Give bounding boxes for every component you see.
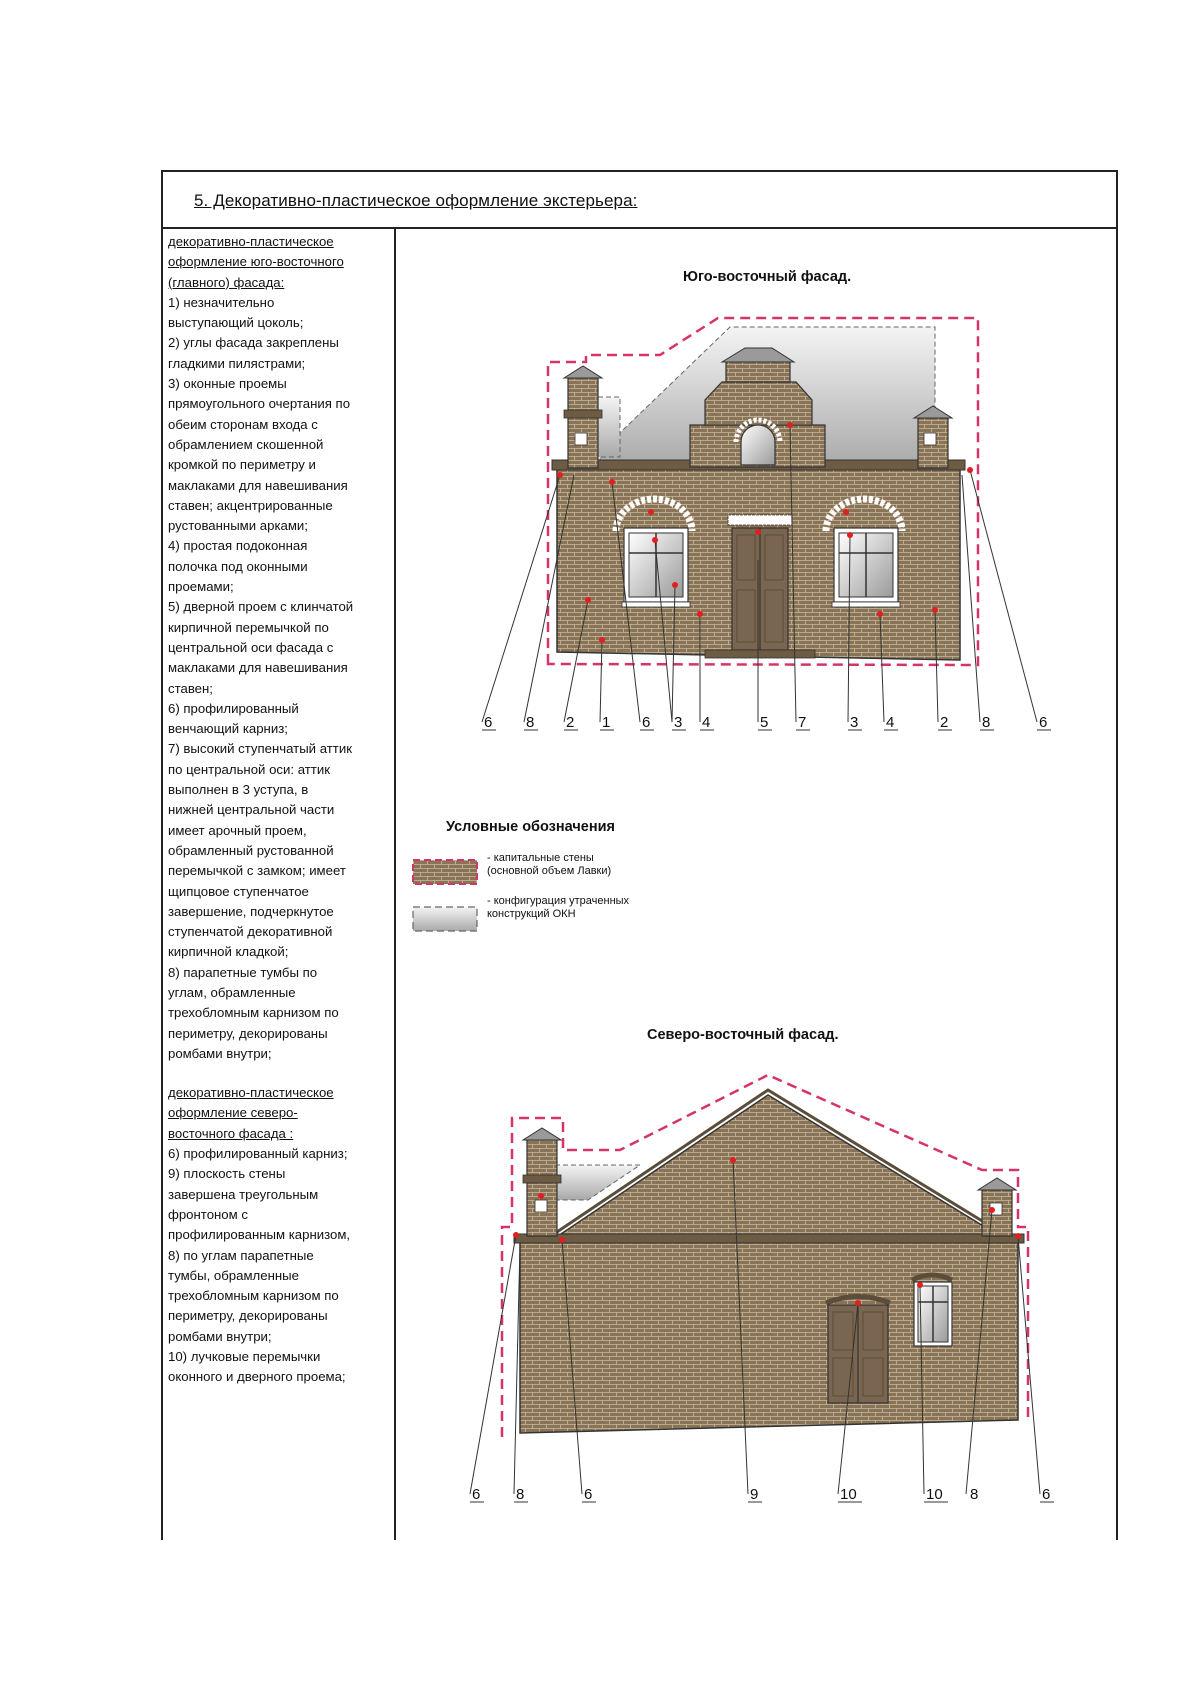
description-line: 5) дверной проем с клинчатой <box>168 599 354 615</box>
description-line: 10) лучковые перемычки <box>168 1349 321 1365</box>
description-line: кирпичной перемычкой по <box>168 619 329 635</box>
se-label: 6 <box>484 714 493 731</box>
legend-item-walls-text: - капитальные стены (основной объем Лавки) <box>487 852 612 877</box>
description-line: 7) высокий ступенчатый аттик <box>168 741 352 757</box>
ne-label: 8 <box>970 1486 979 1503</box>
description-line: трехобломным карнизом по <box>168 1005 339 1021</box>
description-line: маклаками для навешивания <box>168 477 348 493</box>
description-line: по центральной оси: аттик <box>168 761 330 777</box>
description-line: ставен; <box>168 680 213 696</box>
ne-heading-line: оформление северо- <box>168 1105 298 1121</box>
se-facade-title: Юго-восточный фасад. <box>683 269 852 285</box>
ne-label: 8 <box>516 1486 525 1503</box>
legend-swatches <box>413 860 477 931</box>
description-line: фронтоном с <box>168 1206 248 1222</box>
se-left-parapet-pier <box>568 378 598 468</box>
description-line: профилированным карнизом, <box>168 1227 351 1243</box>
ne-left-parapet-pier <box>527 1140 557 1236</box>
description-line: щипцовое ступенчатое <box>168 883 309 899</box>
description-line: кирпичной кладкой; <box>168 944 289 960</box>
ne-label: 6 <box>584 1486 593 1503</box>
ne-label: 6 <box>472 1486 481 1503</box>
se-label: 6 <box>1039 714 1048 731</box>
description-line: гладкими пилястрами; <box>168 355 306 371</box>
description-line: 6) профилированный карниз; <box>168 1146 348 1162</box>
description-line: прямоугольного очертания по <box>168 396 351 412</box>
se-label: 6 <box>642 714 651 731</box>
ne-label: 10 <box>926 1486 943 1503</box>
description-line: 3) оконные проемы <box>168 376 287 392</box>
se-attic-top <box>726 360 790 382</box>
se-label: 7 <box>798 714 807 731</box>
ne-label: 6 <box>1042 1486 1051 1503</box>
description-line: 4) простая подоконная <box>168 538 308 554</box>
se-label: 2 <box>940 714 949 731</box>
description-line: имеет арочный проем, <box>168 822 307 838</box>
description-line: углам, обрамленные <box>168 984 296 1000</box>
ne-heading-line: декоративно-пластическое <box>168 1085 334 1101</box>
description-line: венчающий карниз; <box>168 721 288 737</box>
ne-door <box>826 1297 890 1404</box>
description-line: 6) профилированный <box>168 700 299 716</box>
description-line: центральной оси фасада с <box>168 639 334 655</box>
se-heading-line: (главного) фасада: <box>168 274 285 290</box>
description-line: нижней центральной части <box>168 802 335 818</box>
description-line: выступающий цоколь; <box>168 315 304 331</box>
description-line: 2) углы фасада закреплены <box>168 335 339 351</box>
description-line: ставен; акцентрированные <box>168 497 333 513</box>
description-line: ромбами внутри; <box>168 1328 272 1344</box>
description-line: оконного и дверного проема; <box>168 1369 346 1385</box>
description-line: ступенчатой декоративной <box>168 924 333 940</box>
description-line: периметру, декорированы <box>168 1308 328 1324</box>
description-line: завершение, подчеркнутое <box>168 903 334 919</box>
description-line: обеим сторонам входа с <box>168 416 318 432</box>
se-facade-drawing <box>482 318 1051 731</box>
se-label: 2 <box>566 714 575 731</box>
description-line: перемычкой с замком; имеет <box>168 863 346 879</box>
se-label: 3 <box>674 714 683 731</box>
description-line: трехобломным карнизом по <box>168 1288 339 1304</box>
description-line: 8) парапетные тумбы по <box>168 964 318 980</box>
ne-facade-drawing <box>470 1075 1054 1503</box>
se-label: 4 <box>886 714 895 731</box>
se-label: 1 <box>602 714 611 731</box>
ne-label: 9 <box>750 1486 759 1503</box>
legend-lost-swatch <box>413 907 477 931</box>
description-line: обрамленный рустованной <box>168 842 334 858</box>
legend-title: Условные обозначения <box>446 819 615 835</box>
se-attic-arch <box>741 425 775 465</box>
se-heading-line: декоративно-пластическое <box>168 234 334 249</box>
description-line: обрамлением скошенной <box>168 436 324 452</box>
description-line: тумбы, обрамленные <box>168 1267 299 1283</box>
ne-callout-labels <box>472 1486 1050 1503</box>
description-line: проемами; <box>168 579 234 595</box>
description-line: 9) плоскость стены <box>168 1166 286 1182</box>
se-label: 8 <box>982 714 991 731</box>
description-line: выполнен в 3 уступа, в <box>168 782 309 798</box>
se-label: 3 <box>850 714 859 731</box>
description-line: полочка под оконными <box>168 558 308 574</box>
description-line: ромбами внутри; <box>168 1045 272 1061</box>
ne-label: 10 <box>840 1486 857 1503</box>
section-title: 5. Декоративно-пластическое оформление экстерьера: <box>194 191 638 210</box>
se-heading-line: оформление юго-восточного <box>168 254 344 270</box>
ne-cornice <box>514 1234 1024 1243</box>
legend-brick-swatch <box>413 860 477 884</box>
description-line: завершена треугольным <box>168 1186 319 1202</box>
se-label: 8 <box>526 714 535 731</box>
se-attic-mid <box>705 382 812 425</box>
description-line: периметру, декорированы <box>168 1025 328 1041</box>
ne-heading-line: восточного фасада : <box>168 1125 294 1141</box>
description-line: рустованными арками; <box>168 518 308 534</box>
se-label: 5 <box>760 714 769 731</box>
description-line: 1) незначительно <box>168 294 275 310</box>
se-callout-labels <box>484 714 1047 731</box>
legend-item-lost-text: - конфигурация утраченных конструкций ОКН <box>487 895 630 920</box>
description-line: кромкой по периметру и <box>168 457 316 473</box>
description-line: 8) по углам парапетные <box>168 1247 314 1263</box>
description-line: маклаками для навешивания <box>168 660 348 676</box>
se-label: 4 <box>702 714 711 731</box>
ne-facade-title: Северо-восточный фасад. <box>647 1027 839 1043</box>
